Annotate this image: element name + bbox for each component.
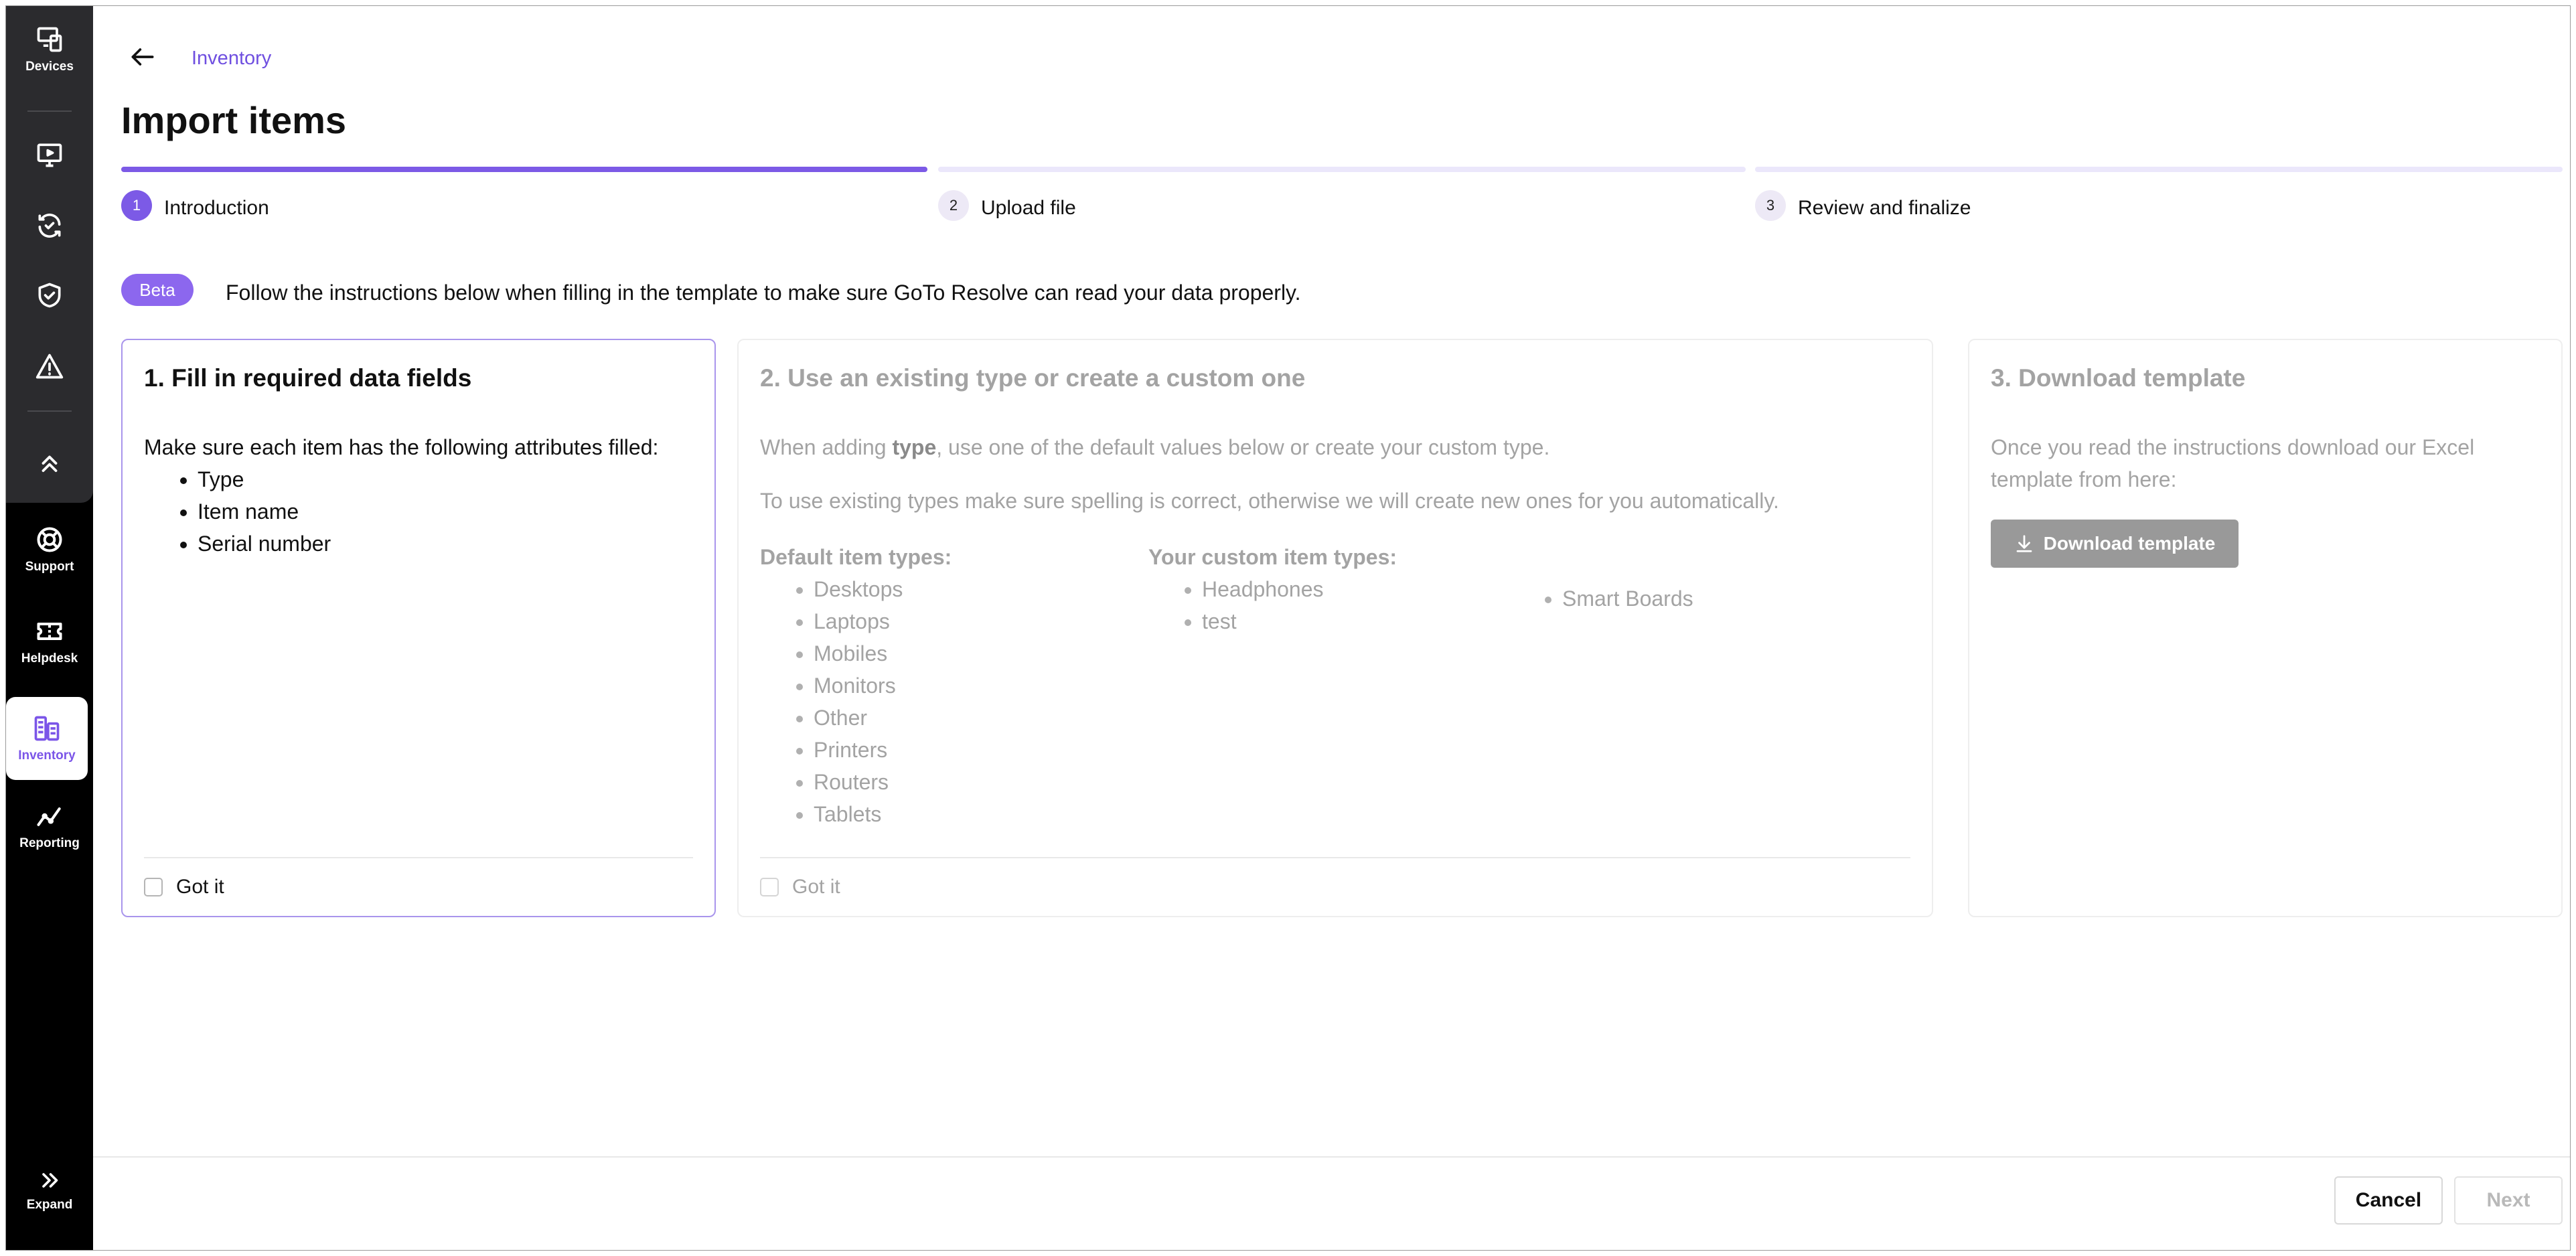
line-chart-icon	[35, 801, 64, 831]
beta-badge: Beta	[121, 274, 194, 306]
list-item: • Other	[814, 702, 952, 734]
cancel-button[interactable]: Cancel	[2334, 1176, 2443, 1225]
step-label: Review and finalize	[1798, 197, 1971, 219]
sidebar-label-reporting: Reporting	[19, 836, 80, 850]
sidebar-divider	[27, 110, 72, 112]
download-icon	[2014, 534, 2034, 554]
sidebar-collapse-group-button[interactable]	[6, 451, 93, 476]
step-progress-bar	[938, 167, 1746, 172]
list-item: • Mobiles	[814, 637, 952, 670]
step-introduction	[121, 167, 927, 227]
devices-icon	[35, 25, 64, 54]
default-types-heading: Default item types:	[760, 545, 952, 569]
sidebar-label-devices: Devices	[25, 60, 74, 74]
got-it-label: Got it	[792, 876, 840, 898]
step-number: 3	[1755, 190, 1786, 221]
sidebar-item-support[interactable]	[6, 525, 93, 574]
arrow-left-icon	[128, 42, 157, 72]
type-instruction-text	[760, 431, 1910, 463]
card-lead-text: Make sure each item has the following attributes filled:	[144, 435, 659, 459]
sidebar-divider	[27, 410, 72, 412]
sidebar-label-support: Support	[25, 560, 74, 574]
step-label: Introduction	[164, 197, 269, 219]
list-item: • Tablets	[814, 798, 952, 830]
default-types-column	[760, 541, 952, 830]
inventory-icon	[32, 714, 62, 743]
step-progress-bar	[121, 167, 927, 172]
step-number: 1	[121, 190, 152, 221]
custom-types-list	[1509, 582, 1693, 615]
page-title: Import items	[121, 99, 347, 141]
sidebar-item-alerts[interactable]	[6, 351, 93, 381]
got-it-label[interactable]: Got it	[176, 876, 224, 898]
card-required-fields	[121, 339, 716, 917]
sidebar-item-devices[interactable]	[6, 25, 93, 74]
sidebar-item-reporting[interactable]	[6, 801, 93, 851]
list-item: • Type	[198, 463, 693, 495]
sidebar-item-automation[interactable]	[6, 211, 93, 240]
card-download-template	[1968, 339, 2563, 917]
list-item: • Item name	[198, 495, 693, 528]
custom-types-list	[1148, 573, 1397, 637]
list-item: • Printers	[814, 734, 952, 766]
instructions-intro: Follow the instructions below when filling in the template to make sure GoTo Resolve can read your data properly.	[226, 281, 1301, 305]
card-title: 3. Download template	[1991, 364, 2246, 392]
app-window	[5, 5, 2571, 1251]
chevrons-right-icon	[37, 1168, 62, 1192]
list-item: • Serial number	[198, 528, 693, 560]
type-instruction-bold: type	[892, 435, 937, 459]
custom-types-column	[1148, 541, 1397, 637]
list-item: • Laptops	[814, 605, 952, 637]
card-item-types	[737, 339, 1933, 917]
got-it-checkbox	[760, 878, 779, 896]
custom-types-heading: Your custom item types:	[1148, 545, 1397, 569]
list-item: • Routers	[814, 766, 952, 798]
card-title: 1. Fill in required data fields	[144, 364, 472, 392]
monitor-play-icon	[35, 140, 64, 169]
sidebar-item-helpdesk[interactable]	[6, 617, 93, 666]
sidebar-label-helpdesk: Helpdesk	[21, 651, 78, 665]
custom-types-column-2	[1509, 582, 1693, 615]
step-number: 2	[938, 190, 969, 221]
got-it-checkbox[interactable]	[144, 878, 163, 896]
ticket-icon	[35, 617, 64, 646]
sidebar-item-inventory[interactable]	[6, 697, 88, 780]
required-attributes-list	[144, 463, 693, 560]
list-item: • Desktops	[814, 573, 952, 605]
sidebar-primary-group	[6, 6, 93, 503]
lifebuoy-icon	[35, 525, 64, 554]
type-instruction-after: , use one of the default values below or create your custom type.	[936, 435, 1550, 459]
chevrons-up-icon	[37, 451, 62, 476]
step-review-finalize	[1755, 167, 2563, 227]
sidebar-label-expand: Expand	[26, 1198, 73, 1212]
card-footer	[144, 857, 693, 916]
breadcrumb-inventory[interactable]: Inventory	[192, 48, 272, 69]
back-button[interactable]	[125, 40, 160, 74]
list-item: • Headphones	[1202, 573, 1397, 605]
download-template-button[interactable]	[1991, 520, 2239, 568]
list-item: • test	[1202, 605, 1397, 637]
list-item: • Monitors	[814, 670, 952, 702]
warning-triangle-icon	[35, 351, 64, 381]
footer-divider	[93, 1156, 2570, 1158]
shield-check-icon	[35, 281, 64, 310]
spelling-note-text: To use existing types make sure spelling is correct, otherwise we will create new ones for you automatically.	[760, 489, 1779, 513]
download-instruction-text: Once you read the instructions download our Excel template from here:	[1991, 435, 2475, 491]
main-content	[93, 6, 2570, 1250]
refresh-check-icon	[35, 211, 64, 240]
download-template-label: Download template	[2043, 533, 2216, 554]
next-button[interactable]: Next	[2454, 1176, 2563, 1225]
step-label: Upload file	[981, 197, 1076, 219]
sidebar-expand-button[interactable]	[6, 1168, 93, 1212]
card-title: 2. Use an existing type or create a custom one	[760, 364, 1306, 392]
sidebar	[6, 6, 93, 1250]
default-types-list	[760, 573, 952, 830]
card-footer	[760, 857, 1910, 916]
sidebar-label-inventory: Inventory	[18, 749, 76, 763]
type-instruction-before: When adding	[760, 435, 893, 459]
step-progress-bar	[1755, 167, 2563, 172]
list-item: • Smart Boards	[1562, 582, 1693, 615]
sidebar-item-security[interactable]	[6, 281, 93, 310]
sidebar-item-remote-sessions[interactable]	[6, 140, 93, 169]
step-upload-file	[938, 167, 1746, 227]
